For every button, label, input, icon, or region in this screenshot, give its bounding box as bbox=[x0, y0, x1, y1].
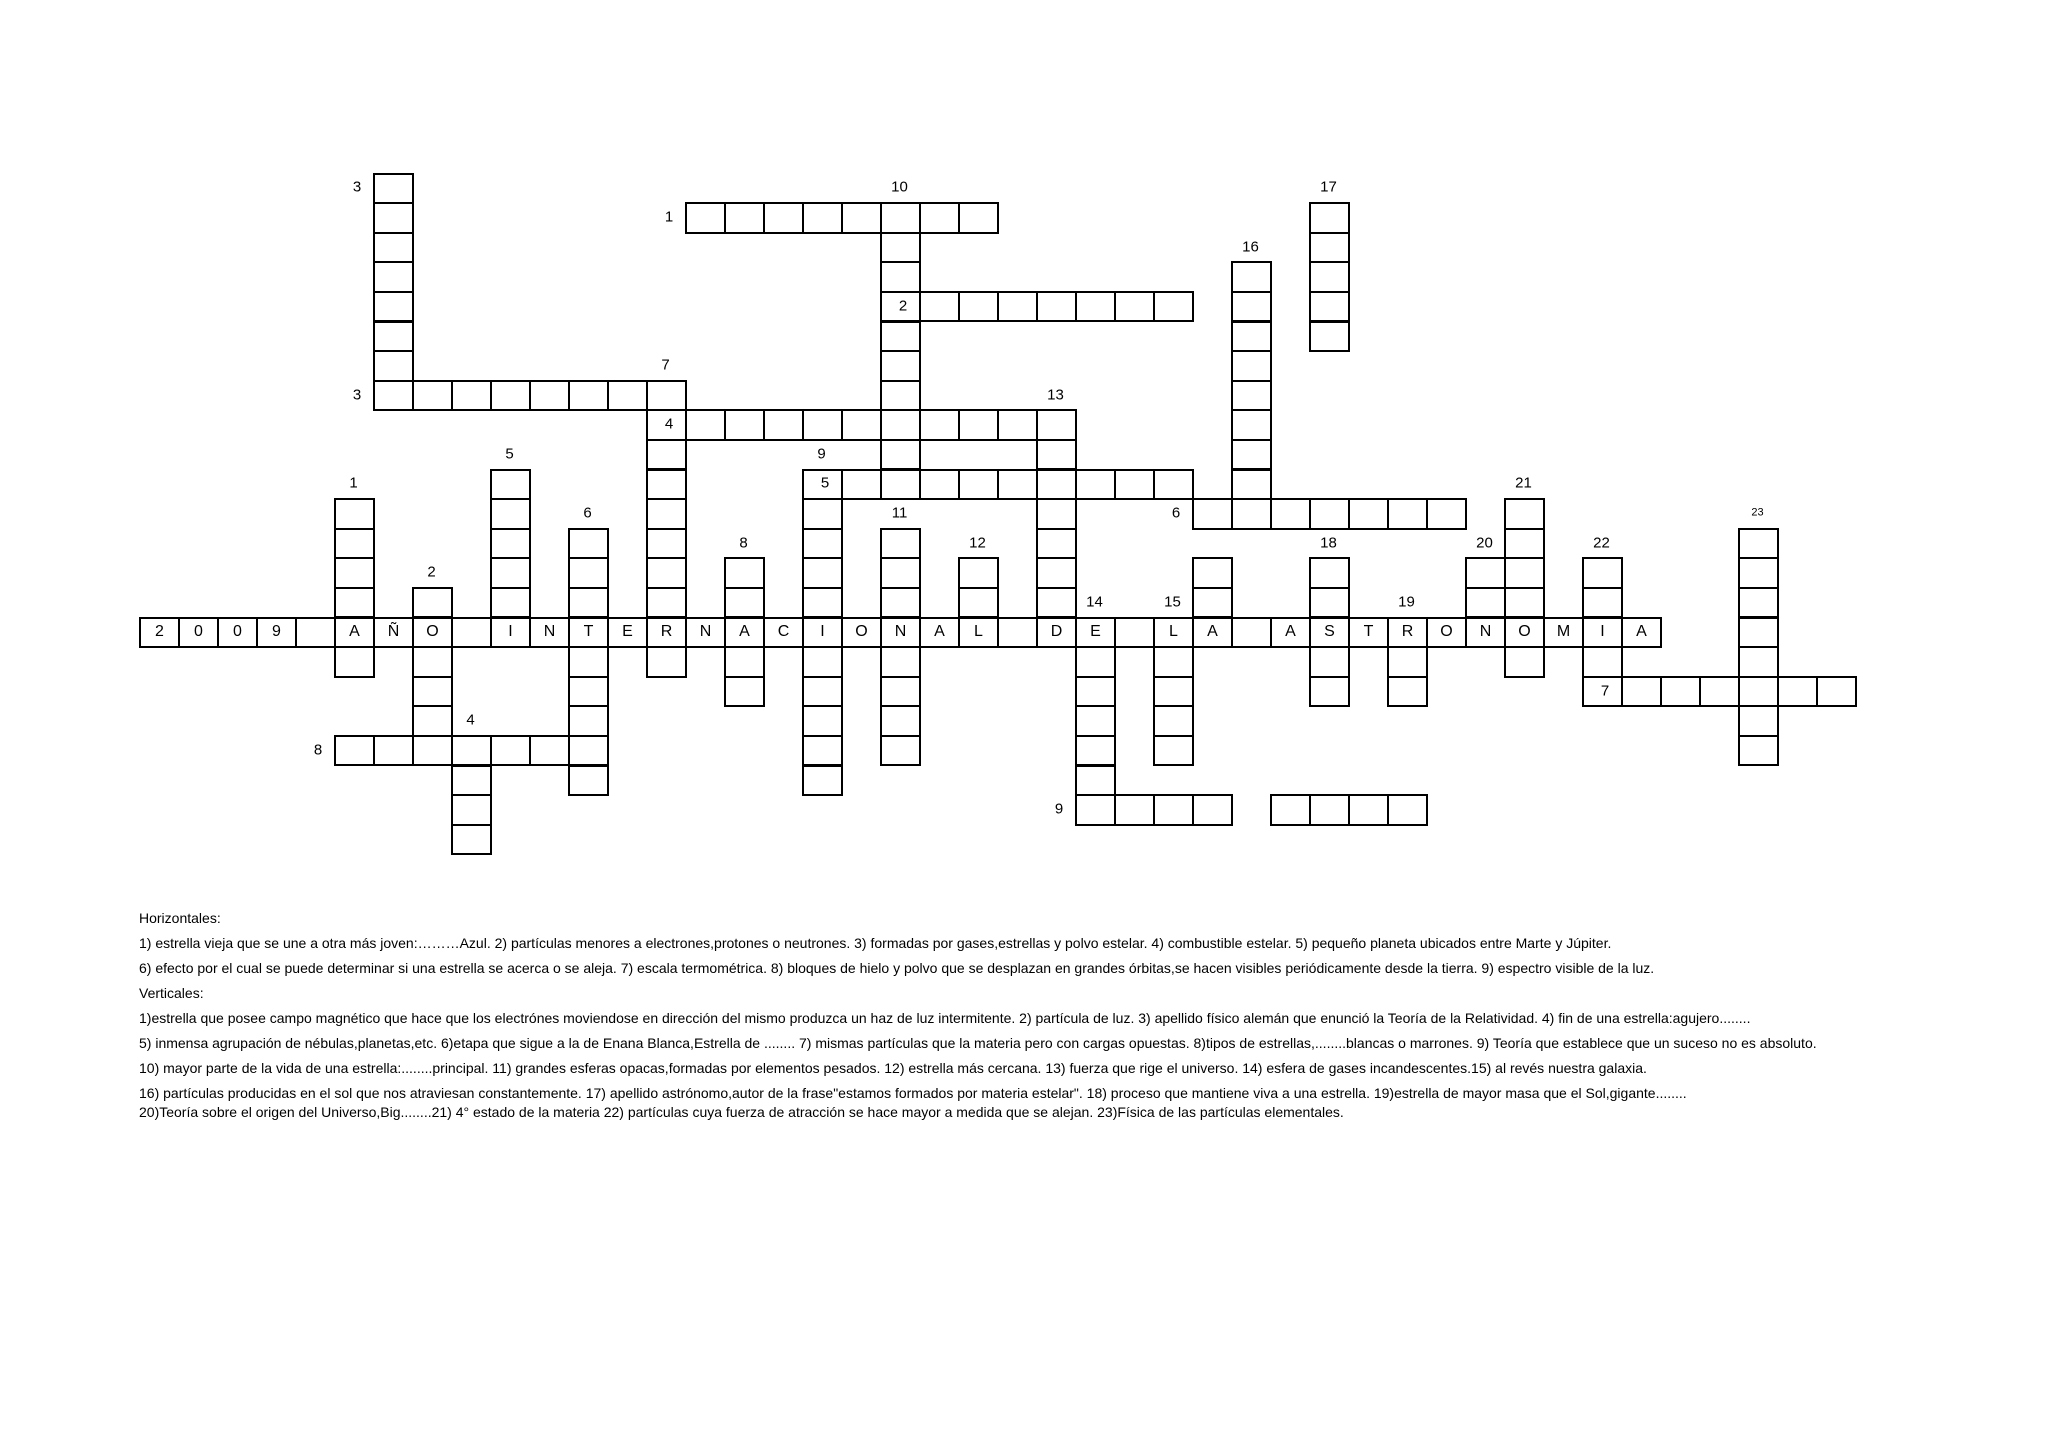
crossword-cell[interactable] bbox=[412, 676, 453, 708]
vertical-clue-number: 4 bbox=[466, 711, 475, 729]
crossword-cell[interactable] bbox=[568, 380, 609, 412]
crossword-cell[interactable]: T bbox=[568, 617, 609, 649]
crossword-cell[interactable]: O bbox=[1504, 617, 1545, 649]
crossword-cell[interactable] bbox=[880, 232, 921, 264]
crossword-cell[interactable] bbox=[1504, 557, 1545, 589]
vertical-clue-line: 16) partículas producidas en el sol que nos atraviesan constantemente. 17) apellido astrónomo,autor de la frase"estamos formados por materia estelar". 18) proceso que mantiene viva a una estrella. 19)estrella de mayor masa que el Sol,gigante........ bbox=[139, 1085, 1687, 1101]
crossword-cell[interactable] bbox=[334, 557, 375, 589]
crossword-cell[interactable]: Ñ bbox=[373, 617, 414, 649]
crossword-cell[interactable] bbox=[1504, 498, 1545, 530]
crossword-cell[interactable] bbox=[802, 676, 843, 708]
horizontal-clue-number: 6 bbox=[1171, 504, 1181, 522]
vertical-clue-number: 10 bbox=[891, 178, 908, 196]
crossword-cell[interactable] bbox=[1816, 676, 1857, 708]
horizontal-clue-line: 6) efecto por el cual se puede determinar si una estrella se acerca o se aleja. 7) escala termométrica. 8) bloques de hielo y polvo que se desplazan en grandes órbitas,se hacen visibles periódicamente desde la tierra. 9) espectro visible de la luz. bbox=[139, 960, 1655, 976]
vertical-clue-number: 9 bbox=[817, 445, 826, 463]
crossword-cell[interactable] bbox=[919, 409, 960, 441]
crossword-cell[interactable]: E bbox=[607, 617, 648, 649]
crossword-cell[interactable] bbox=[1699, 676, 1740, 708]
vertical-clue-line: 20)Teoría sobre el origen del Universo,Big........21) 4° estado de la materia 22) partículas cuya fuerza de atracción se hace mayor a medida que se alejan. 23)Física de las partículas elementales. bbox=[139, 1104, 1344, 1120]
crossword-cell[interactable] bbox=[880, 528, 921, 560]
vertical-clue-number: 18 bbox=[1320, 534, 1337, 551]
crossword-cell[interactable]: N bbox=[529, 617, 570, 649]
vertical-clue-number: 8 bbox=[739, 534, 748, 551]
crossword-cell[interactable] bbox=[685, 409, 726, 441]
vertical-clue-number: 22 bbox=[1593, 534, 1610, 551]
crossword-cell[interactable]: R bbox=[646, 617, 687, 649]
crossword-cell[interactable] bbox=[880, 587, 921, 619]
crossword-cell[interactable] bbox=[1036, 291, 1077, 323]
crossword-cell[interactable] bbox=[568, 735, 609, 767]
crossword-cell[interactable] bbox=[1309, 794, 1350, 826]
crossword-cell[interactable] bbox=[412, 587, 453, 619]
vertical-heading: Verticales: bbox=[139, 985, 204, 1001]
crossword-cell[interactable] bbox=[880, 380, 921, 412]
crossword-cell[interactable] bbox=[1309, 291, 1350, 323]
crossword-cell[interactable] bbox=[529, 735, 570, 767]
crossword-cell[interactable] bbox=[1270, 498, 1311, 530]
crossword-cell[interactable]: 0 bbox=[217, 617, 258, 649]
crossword-cell[interactable] bbox=[1153, 794, 1194, 826]
horizontal-clue-number: 7 bbox=[1600, 682, 1610, 699]
crossword-cell[interactable] bbox=[607, 380, 648, 412]
crossword-cell[interactable] bbox=[490, 380, 531, 412]
crossword-cell[interactable] bbox=[1738, 676, 1779, 708]
crossword-cell[interactable] bbox=[334, 587, 375, 619]
crossword-cell[interactable] bbox=[1738, 587, 1779, 619]
crossword-cell[interactable] bbox=[373, 261, 414, 293]
crossword-cell[interactable] bbox=[958, 291, 999, 323]
crossword-cell[interactable] bbox=[334, 646, 375, 678]
crossword-cell[interactable] bbox=[1738, 735, 1779, 767]
crossword-cell[interactable] bbox=[1075, 735, 1116, 767]
crossword-cell[interactable] bbox=[1153, 646, 1194, 678]
crossword-cell[interactable] bbox=[646, 646, 687, 678]
horizontal-clue-number: 8 bbox=[313, 741, 323, 759]
crossword-cell[interactable] bbox=[724, 557, 765, 589]
crossword-cell[interactable]: 9 bbox=[256, 617, 297, 649]
crossword-cell[interactable] bbox=[1153, 469, 1194, 501]
crossword-cell[interactable]: M bbox=[1543, 617, 1584, 649]
crossword-cell[interactable] bbox=[1387, 676, 1428, 708]
crossword-cell[interactable] bbox=[412, 646, 453, 678]
crossword-cell[interactable]: T bbox=[1348, 617, 1389, 649]
crossword-cell[interactable] bbox=[1738, 528, 1779, 560]
crossword-cell[interactable] bbox=[1582, 646, 1623, 678]
crossword-cell[interactable] bbox=[802, 528, 843, 560]
crossword-cell[interactable] bbox=[451, 617, 492, 649]
crossword-cell[interactable]: I bbox=[490, 617, 531, 649]
vertical-clue-number: 16 bbox=[1242, 238, 1259, 255]
crossword-cell[interactable] bbox=[1153, 735, 1194, 767]
crossword-cell[interactable] bbox=[568, 587, 609, 619]
crossword-cell[interactable] bbox=[1270, 794, 1311, 826]
crossword-cell[interactable] bbox=[919, 291, 960, 323]
crossword-cell[interactable] bbox=[646, 557, 687, 589]
crossword-cell[interactable] bbox=[1348, 794, 1389, 826]
crossword-cell[interactable] bbox=[1036, 557, 1077, 589]
crossword-cell[interactable] bbox=[880, 469, 921, 501]
crossword-cell[interactable] bbox=[997, 469, 1038, 501]
crossword-cell[interactable] bbox=[1231, 291, 1272, 323]
crossword-cell[interactable] bbox=[958, 587, 999, 619]
horizontal-clue-line: 1) estrella vieja que se une a otra más joven:………Azul. 2) partículas menores a electrones,protones o neutrones. 3) formadas por gases,estrellas y polvo estelar. 4) combustible estelar. 5) pequeño planeta ubicados entre Marte y Júpiter. bbox=[139, 935, 1612, 951]
crossword-cell[interactable] bbox=[1036, 587, 1077, 619]
crossword-cell[interactable] bbox=[334, 735, 375, 767]
horizontal-clue-number: 5 bbox=[820, 474, 830, 492]
crossword-cell[interactable] bbox=[1777, 676, 1818, 708]
crossword-cell[interactable] bbox=[1114, 794, 1155, 826]
crossword-cell[interactable] bbox=[958, 202, 999, 234]
vertical-clue-line: 1)estrella que posee campo magnético que hace que los electrónes moviendose en dirección del mismo produzca un haz de luz intermitente. 2) partícula de luz. 3) apellido físico alemán que enunció la Teoría de la Relatividad. 4) fin de una estrella:agujero........ bbox=[139, 1010, 1751, 1026]
crossword-cell[interactable]: 2 bbox=[139, 617, 180, 649]
crossword-cell[interactable] bbox=[1231, 617, 1272, 649]
crossword-cell[interactable]: O bbox=[841, 617, 882, 649]
crossword-cell[interactable] bbox=[646, 439, 687, 471]
crossword-cell[interactable] bbox=[490, 557, 531, 589]
crossword-cell[interactable] bbox=[880, 557, 921, 589]
crossword-cell[interactable] bbox=[1231, 261, 1272, 293]
crossword-cell[interactable] bbox=[1465, 587, 1506, 619]
crossword-cell[interactable] bbox=[802, 735, 843, 767]
crossword-cell[interactable] bbox=[490, 469, 531, 501]
vertical-clue-number: 7 bbox=[661, 356, 670, 374]
crossword-cell[interactable] bbox=[880, 409, 921, 441]
crossword-cell[interactable] bbox=[1387, 794, 1428, 826]
crossword-cell[interactable] bbox=[646, 587, 687, 619]
crossword-cell[interactable] bbox=[802, 646, 843, 678]
crossword-cell[interactable]: I bbox=[1582, 617, 1623, 649]
crossword-cell[interactable]: A bbox=[334, 617, 375, 649]
crossword-cell[interactable] bbox=[1309, 321, 1350, 353]
crossword-cell[interactable] bbox=[1504, 587, 1545, 619]
crossword-cell[interactable] bbox=[451, 380, 492, 412]
crossword-cell[interactable] bbox=[1660, 676, 1701, 708]
crossword-cell[interactable] bbox=[802, 557, 843, 589]
vertical-clue-number: 12 bbox=[969, 534, 986, 551]
crossword-cell[interactable] bbox=[412, 735, 453, 767]
crossword-cell[interactable] bbox=[802, 705, 843, 737]
crossword-cell[interactable] bbox=[1153, 291, 1194, 323]
crossword-cell[interactable] bbox=[568, 646, 609, 678]
crossword-cell[interactable]: N bbox=[685, 617, 726, 649]
crossword-cell[interactable] bbox=[1582, 587, 1623, 619]
horizontal-heading: Horizontales: bbox=[139, 910, 221, 926]
crossword-cell[interactable] bbox=[1504, 528, 1545, 560]
vertical-clue-number: 1 bbox=[349, 474, 358, 492]
crossword-cell[interactable] bbox=[373, 350, 414, 382]
crossword-cell[interactable] bbox=[1075, 646, 1116, 678]
crossword-cell[interactable] bbox=[373, 735, 414, 767]
crossword-cell[interactable] bbox=[763, 202, 804, 234]
crossword-cell[interactable]: A bbox=[1192, 617, 1233, 649]
vertical-clue-number: 3 bbox=[352, 178, 362, 196]
crossword-cell[interactable] bbox=[490, 587, 531, 619]
vertical-clue-number: 14 bbox=[1086, 593, 1103, 611]
crossword-cell[interactable] bbox=[568, 557, 609, 589]
crossword-cell[interactable]: S bbox=[1309, 617, 1350, 649]
crossword-cell[interactable] bbox=[295, 617, 336, 649]
crossword-cell[interactable] bbox=[1075, 469, 1116, 501]
crossword-cell[interactable] bbox=[1231, 409, 1272, 441]
crossword-cell[interactable]: A bbox=[1621, 617, 1662, 649]
crossword-cell[interactable] bbox=[1153, 705, 1194, 737]
vertical-clue-number: 15 bbox=[1164, 593, 1181, 611]
crossword-cell[interactable] bbox=[1309, 202, 1350, 234]
crossword-cell[interactable]: A bbox=[724, 617, 765, 649]
crossword-cell[interactable] bbox=[880, 439, 921, 471]
crossword-cell[interactable] bbox=[880, 202, 921, 234]
crossword-cell[interactable] bbox=[1231, 439, 1272, 471]
crossword-cell[interactable] bbox=[1426, 498, 1467, 530]
crossword-cell[interactable] bbox=[880, 735, 921, 767]
crossword-cell[interactable]: E bbox=[1075, 617, 1116, 649]
crossword-cell[interactable] bbox=[490, 528, 531, 560]
horizontal-clue-number: 3 bbox=[352, 386, 362, 403]
crossword-cell[interactable] bbox=[1036, 469, 1077, 501]
vertical-clue-line: 10) mayor parte de la vida de una estrella:........principal. 11) grandes esferas opacas,formadas por elementos pesados. 12) estrella más cercana. 13) fuerza que rige el universo. 14) esfera de gases incandescentes.15) al revés nuestra galaxia. bbox=[139, 1060, 1647, 1076]
crossword-cell[interactable] bbox=[490, 735, 531, 767]
crossword-cell[interactable] bbox=[1075, 705, 1116, 737]
crossword-cell[interactable] bbox=[1465, 557, 1506, 589]
crossword-cell[interactable] bbox=[568, 765, 609, 797]
crossword-cell[interactable] bbox=[1153, 676, 1194, 708]
crossword-cell[interactable] bbox=[646, 380, 687, 412]
crossword-cell[interactable] bbox=[1309, 587, 1350, 619]
crossword-cell[interactable]: L bbox=[1153, 617, 1194, 649]
crossword-cell[interactable] bbox=[1309, 646, 1350, 678]
crossword-cell[interactable] bbox=[802, 409, 843, 441]
crossword-cell[interactable] bbox=[841, 409, 882, 441]
crossword-cell[interactable] bbox=[1231, 380, 1272, 412]
horizontal-clue-number: 4 bbox=[664, 415, 674, 433]
crossword-cell[interactable] bbox=[685, 202, 726, 234]
crossword-cell[interactable] bbox=[1387, 498, 1428, 530]
crossword-cell[interactable] bbox=[1348, 498, 1389, 530]
vertical-clue-number: 21 bbox=[1515, 474, 1532, 492]
crossword-cell[interactable] bbox=[1309, 261, 1350, 293]
crossword-cell[interactable] bbox=[880, 350, 921, 382]
vertical-clue-number: 23 bbox=[1751, 506, 1764, 519]
crossword-cell[interactable] bbox=[919, 202, 960, 234]
crossword-cell[interactable] bbox=[880, 261, 921, 293]
crossword-cell[interactable]: L bbox=[958, 617, 999, 649]
crossword-cell[interactable] bbox=[1231, 350, 1272, 382]
crossword-cell[interactable] bbox=[724, 409, 765, 441]
crossword-cell[interactable]: A bbox=[919, 617, 960, 649]
crossword-cell[interactable]: D bbox=[1036, 617, 1077, 649]
vertical-clue-number: 2 bbox=[427, 563, 436, 581]
crossword-cell[interactable] bbox=[1114, 291, 1155, 323]
crossword-cell[interactable] bbox=[880, 646, 921, 678]
crossword-cell[interactable] bbox=[373, 291, 414, 323]
crossword-cell[interactable] bbox=[997, 409, 1038, 441]
crossword-cell[interactable] bbox=[373, 380, 414, 412]
crossword-cell[interactable] bbox=[997, 617, 1038, 649]
crossword-cell[interactable]: 0 bbox=[178, 617, 219, 649]
crossword-cell[interactable] bbox=[529, 380, 570, 412]
crossword-cell[interactable]: O bbox=[412, 617, 453, 649]
crossword-cell[interactable] bbox=[1231, 321, 1272, 353]
crossword-cell[interactable] bbox=[880, 321, 921, 353]
crossword-cell[interactable] bbox=[1075, 676, 1116, 708]
crossword-cell[interactable] bbox=[646, 498, 687, 530]
crossword-cell[interactable] bbox=[958, 409, 999, 441]
crossword-cell[interactable]: N bbox=[1465, 617, 1506, 649]
vertical-clue-number: 13 bbox=[1047, 386, 1064, 403]
crossword-cell[interactable] bbox=[568, 676, 609, 708]
crossword-cell[interactable] bbox=[1582, 557, 1623, 589]
crossword-cell[interactable] bbox=[373, 173, 414, 205]
crossword-cell[interactable] bbox=[451, 735, 492, 767]
vertical-clue-line: 5) inmensa agrupación de nébulas,planetas,etc. 6)etapa que sigue a la de Enana Blanca,Estrella de ........ 7) mismas partículas que la materia pero con cargas opuestas. 8)tipos de estrellas,........blancas o marrones. 9) Teoría que establece que un suceso no es absoluto. bbox=[139, 1035, 1817, 1051]
crossword-cell[interactable]: N bbox=[880, 617, 921, 649]
vertical-clue-number: 17 bbox=[1320, 178, 1337, 196]
crossword-cell[interactable] bbox=[724, 646, 765, 678]
crossword-cell[interactable] bbox=[841, 202, 882, 234]
crossword-cell[interactable] bbox=[1192, 587, 1233, 619]
horizontal-clue-number: 2 bbox=[898, 297, 908, 315]
crossword-cell[interactable] bbox=[802, 587, 843, 619]
crossword-cell[interactable] bbox=[412, 705, 453, 737]
horizontal-clue-number: 1 bbox=[664, 208, 674, 226]
crossword-cell[interactable] bbox=[646, 469, 687, 501]
crossword-cell[interactable] bbox=[451, 794, 492, 826]
crossword-cell[interactable] bbox=[373, 321, 414, 353]
crossword-cell[interactable] bbox=[1309, 232, 1350, 264]
crossword-cell[interactable] bbox=[997, 291, 1038, 323]
crossword-cell[interactable] bbox=[1621, 676, 1662, 708]
crossword-cell[interactable] bbox=[1036, 498, 1077, 530]
crossword-cell[interactable] bbox=[1309, 557, 1350, 589]
crossword-cell[interactable] bbox=[1075, 794, 1116, 826]
crossword-cell[interactable] bbox=[1114, 469, 1155, 501]
crossword-cell[interactable] bbox=[1192, 498, 1233, 530]
crossword-cell[interactable] bbox=[451, 824, 492, 856]
crossword-cell[interactable] bbox=[568, 705, 609, 737]
crossword-cell[interactable] bbox=[568, 528, 609, 560]
crossword-cell[interactable] bbox=[802, 202, 843, 234]
crossword-cell[interactable] bbox=[1036, 409, 1077, 441]
crossword-cell[interactable] bbox=[1387, 646, 1428, 678]
crossword-cell[interactable] bbox=[1738, 705, 1779, 737]
crossword-cell[interactable]: O bbox=[1426, 617, 1467, 649]
crossword-cell[interactable] bbox=[880, 705, 921, 737]
crossword-cell[interactable] bbox=[373, 202, 414, 234]
crossword-cell[interactable] bbox=[1192, 794, 1233, 826]
crossword-cell[interactable] bbox=[724, 587, 765, 619]
crossword-cell[interactable] bbox=[1504, 646, 1545, 678]
crossword-cell[interactable] bbox=[1738, 557, 1779, 589]
crossword-cell[interactable] bbox=[958, 469, 999, 501]
crossword-cell[interactable] bbox=[958, 557, 999, 589]
crossword-cell[interactable]: R bbox=[1387, 617, 1428, 649]
crossword-cell[interactable] bbox=[1114, 617, 1155, 649]
crossword-cell[interactable] bbox=[1309, 498, 1350, 530]
horizontal-clue-number: 9 bbox=[1054, 800, 1064, 818]
crossword-cell[interactable] bbox=[919, 469, 960, 501]
vertical-clue-number: 6 bbox=[583, 504, 592, 522]
vertical-clue-number: 19 bbox=[1398, 593, 1415, 611]
crossword-cell[interactable] bbox=[373, 232, 414, 264]
crossword-cell[interactable]: C bbox=[763, 617, 804, 649]
crossword-cell[interactable] bbox=[412, 380, 453, 412]
crossword-cell[interactable] bbox=[724, 676, 765, 708]
crossword-cell[interactable] bbox=[451, 765, 492, 797]
crossword-cell[interactable] bbox=[841, 469, 882, 501]
vertical-clue-number: 20 bbox=[1476, 534, 1493, 551]
vertical-clue-number: 11 bbox=[891, 504, 908, 522]
crossword-cell[interactable] bbox=[1036, 439, 1077, 471]
crossword-cell[interactable] bbox=[1231, 469, 1272, 501]
crossword-cell[interactable] bbox=[1075, 765, 1116, 797]
crossword-cell[interactable] bbox=[1738, 646, 1779, 678]
crossword-cell[interactable] bbox=[802, 498, 843, 530]
crossword-cell[interactable] bbox=[1192, 557, 1233, 589]
crossword-cell[interactable] bbox=[334, 498, 375, 530]
crossword-cell[interactable] bbox=[646, 528, 687, 560]
crossword-cell[interactable] bbox=[1036, 528, 1077, 560]
crossword-cell[interactable] bbox=[1309, 676, 1350, 708]
clues-section bbox=[139, 909, 2019, 1122]
crossword-cell[interactable]: A bbox=[1270, 617, 1311, 649]
crossword-cell[interactable] bbox=[763, 409, 804, 441]
crossword-cell[interactable] bbox=[490, 498, 531, 530]
vertical-clue-number: 5 bbox=[505, 445, 514, 463]
crossword-cell[interactable]: I bbox=[802, 617, 843, 649]
crossword-cell[interactable] bbox=[334, 528, 375, 560]
crossword-cell[interactable] bbox=[1231, 498, 1272, 530]
crossword-cell[interactable] bbox=[880, 676, 921, 708]
crossword-cell[interactable] bbox=[1075, 291, 1116, 323]
crossword-cell[interactable] bbox=[724, 202, 765, 234]
crossword-cell[interactable] bbox=[802, 765, 843, 797]
crossword-cell[interactable] bbox=[1738, 617, 1779, 649]
